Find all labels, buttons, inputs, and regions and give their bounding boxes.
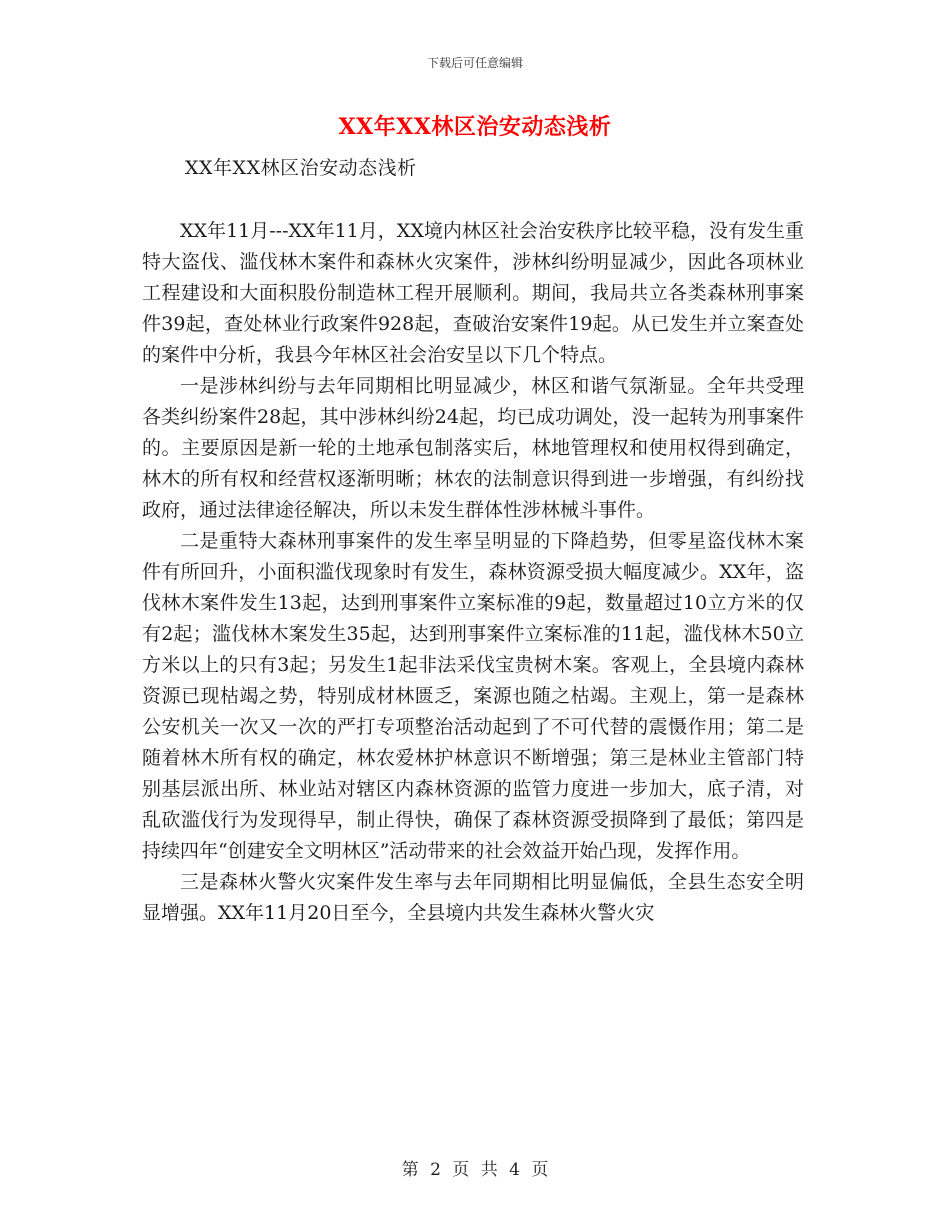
paragraph-point-two: 二是重特大森林刑事案件的发生率呈明显的下降趋势，但零星盗伐林木案件有所回升，小面积滥伐现象时有发生，森林资源受损大幅度减少。XX年，盗伐林木案件发生13起，达到刑事案件立案标准的9起，数量超过10立方米的仅有2起；滥伐林木案发生35起，达到刑事案件立案标准的11起，滥伐林木50立方米以上的只有3起；另发生1起非法采伐宝贵树木案。客观上，全县境内森林资源已现枯竭之势，特别成材林匮乏，案源也随之枯竭。主观上，第一是森林公安机关一次又一次的严打专项整治活动起到了不可代替的震慑作用；第二是随着林木所有权的确定，林农爱林护林意识不断增强；第三是林业主管部门特别基层派出所、林业站对辖区内森林资源的监管力度进一步加大，底子清，对乱砍滥伐行为发现得早，制止得快，确保了森林资源受损降到了最低；第四是持续四年“创建安全文明林区”活动带来的社会效益开始凸现，发挥作用。	[142, 530, 804, 862]
page-header-note: 下载后可任意编辑	[426, 56, 523, 70]
paragraph-intro: XX年11月---XX年11月，XX境内林区社会治安秩序比较平稳，没有发生重特大盗伐、滥伐林木案件和森林火灾案件，涉林纠纷明显减少，因此各项林业工程建设和大面积股份制造林工程开展顺利。期间，我局共立各类森林刑事案件39起，查处林业行政案件928起，查破治安案件19起。从已发生并立案查处的案件中分析，我县今年林区社会治安呈以下几个特点。	[142, 220, 804, 366]
document-subtitle: XX年XX林区治安动态浅析	[185, 157, 417, 179]
paragraph-point-one: 一是涉林纠纷与去年同期相比明显减少，林区和谐气氛渐显。全年共受理各类纠纷案件28起，其中涉林纠纷24起，均已成功调处，没一起转为刑事案件的。主要原因是新一轮的土地承包制落实后，林地管理权和使用权得到确定，林木的所有权和经营权逐渐明晰；林农的法制意识得到进一步增强，有纠纷找政府，通过法律途径解决，所以未发生群体性涉林械斗事件。	[142, 375, 804, 521]
paragraph-point-three: 三是森林火警火灾案件发生率与去年同期相比明显偏低，全县生态安全明显增强。XX年11月20日至今，全县境内共发生森林火警火灾	[142, 871, 804, 924]
document-title: XX年XX林区治安动态浅析	[338, 114, 612, 140]
document-body	[142, 216, 804, 929]
page-number-footer: 第 2 页 共 4 页	[401, 1160, 549, 1180]
